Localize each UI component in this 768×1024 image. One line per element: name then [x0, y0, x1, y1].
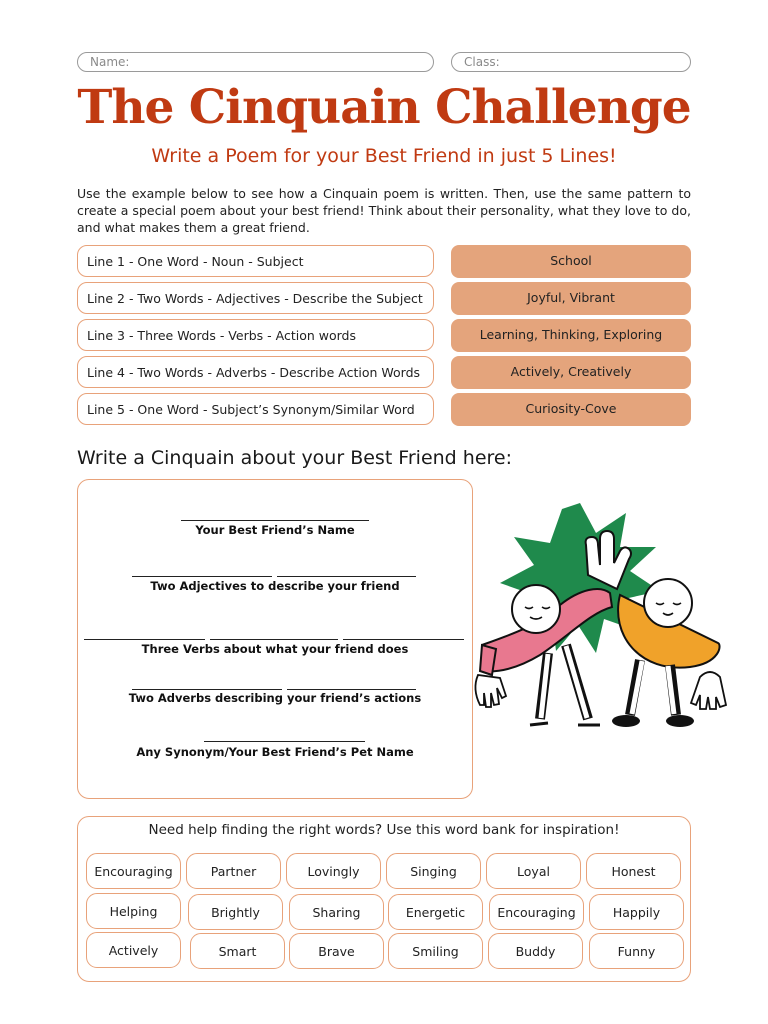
- word-chip[interactable]: Encouraging: [86, 853, 181, 889]
- example-line-3: Learning, Thinking, Exploring: [451, 319, 691, 352]
- name-field[interactable]: [77, 52, 434, 72]
- caption-synonym: Any Synonym/Your Best Friend’s Pet Name: [136, 745, 414, 759]
- word-chip[interactable]: Funny: [589, 933, 684, 969]
- page-subtitle: Write a Poem for your Best Friend in just 5 Lines!: [151, 145, 617, 167]
- pattern-line-2: Line 2 - Two Words - Adjectives - Describe the Subject: [77, 282, 434, 314]
- blank-verb-3[interactable]: [343, 639, 464, 640]
- blank-verb-1[interactable]: [84, 639, 205, 640]
- word-chip[interactable]: Singing: [386, 853, 481, 889]
- word-chip[interactable]: Loyal: [486, 853, 581, 889]
- caption-adverbs: Two Adverbs describing your friend’s actions: [128, 691, 422, 705]
- pattern-line-5: Line 5 - One Word - Subject’s Synonym/Similar Word: [77, 393, 434, 425]
- word-chip[interactable]: Energetic: [388, 894, 483, 930]
- word-chip[interactable]: Smart: [190, 933, 285, 969]
- example-line-2: Joyful, Vibrant: [451, 282, 691, 315]
- caption-verbs: Three Verbs about what your friend does: [141, 642, 409, 656]
- page-title: The Cinquain Challenge: [77, 80, 691, 135]
- word-chip[interactable]: Sharing: [289, 894, 384, 930]
- blank-adjective-1[interactable]: [132, 576, 272, 577]
- word-chip[interactable]: Actively: [86, 932, 181, 968]
- caption-adjectives: Two Adjectives to describe your friend: [150, 579, 400, 593]
- class-field[interactable]: [451, 52, 691, 72]
- blank-line-name[interactable]: [181, 520, 369, 521]
- word-chip[interactable]: Buddy: [488, 933, 583, 969]
- write-section-heading: Write a Cinquain about your Best Friend here:: [77, 447, 512, 469]
- pattern-line-1: Line 1 - One Word - Noun - Subject: [77, 245, 434, 277]
- blank-adverb-2[interactable]: [287, 689, 416, 690]
- word-chip[interactable]: Lovingly: [286, 853, 381, 889]
- word-chip[interactable]: Happily: [589, 894, 684, 930]
- word-bank-title: Need help finding the right words? Use this word bank for inspiration!: [148, 822, 620, 838]
- name-label: Name:: [90, 55, 130, 69]
- blank-synonym[interactable]: [204, 741, 365, 742]
- class-label: Class:: [464, 55, 500, 69]
- high-five-friends-illustration: [470, 495, 735, 740]
- pattern-line-4: Line 4 - Two Words - Adverbs - Describe Action Words: [77, 356, 434, 388]
- word-chip[interactable]: Brave: [289, 933, 384, 969]
- blank-adverb-1[interactable]: [132, 689, 282, 690]
- example-line-4: Actively, Creatively: [451, 356, 691, 389]
- example-line-1: School: [451, 245, 691, 278]
- blank-verb-2[interactable]: [210, 639, 338, 640]
- word-chip[interactable]: Smiling: [388, 933, 483, 969]
- blank-adjective-2[interactable]: [277, 576, 416, 577]
- word-chip[interactable]: Encouraging: [489, 894, 584, 930]
- word-chip[interactable]: Helping: [86, 893, 181, 929]
- word-chip[interactable]: Brightly: [188, 894, 283, 930]
- word-chip[interactable]: Honest: [586, 853, 681, 889]
- word-chip[interactable]: Partner: [186, 853, 281, 889]
- pattern-line-3: Line 3 - Three Words - Verbs - Action words: [77, 319, 434, 351]
- caption-name: Your Best Friend’s Name: [195, 523, 355, 537]
- example-line-5: Curiosity-Cove: [451, 393, 691, 426]
- intro-paragraph: Use the example below to see how a Cinquain poem is written. Then, use the same pattern to create a special poem about your best friend! Think about their personality, what they love to do, and what makes them a great friend.: [77, 186, 691, 235]
